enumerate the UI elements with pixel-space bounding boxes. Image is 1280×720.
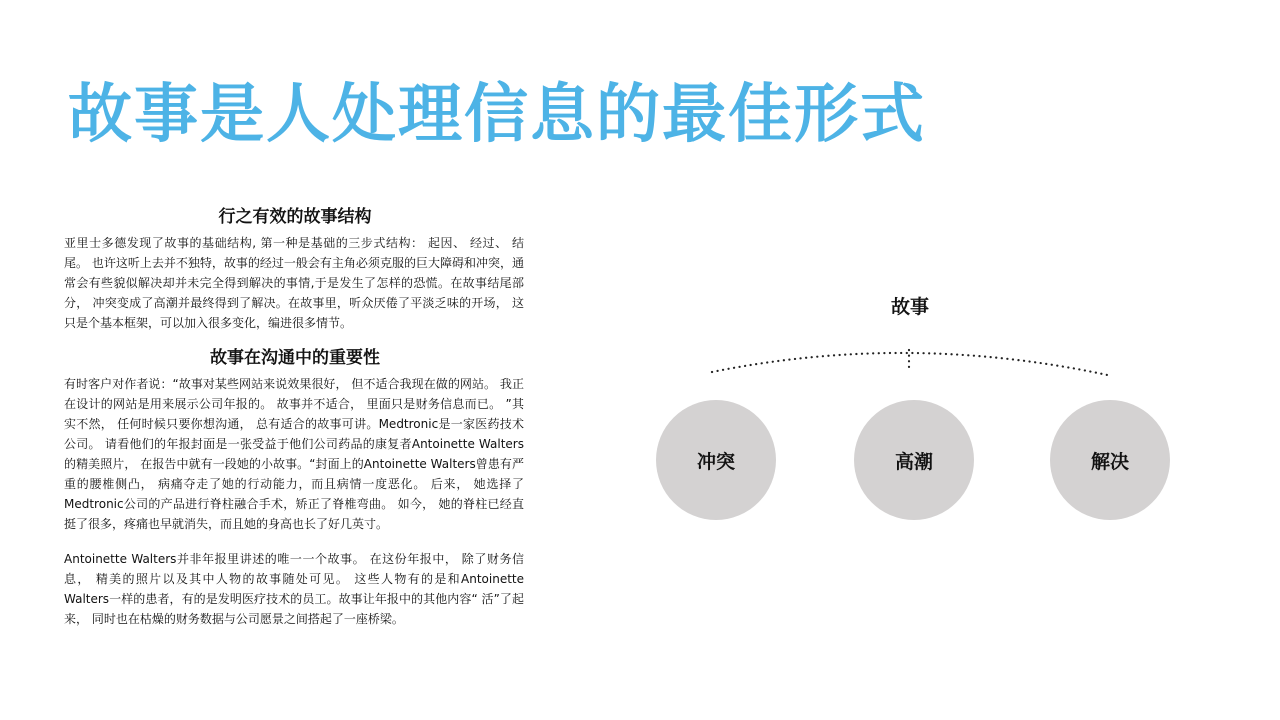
page-title: 故事是人处理信息的最佳形式 bbox=[68, 78, 926, 152]
node-conflict bbox=[656, 400, 776, 520]
diagram-title: 故事 bbox=[890, 296, 929, 318]
paragraph-structure: 亚里士多德发现了故事的基础结构, 第一种是基础的三步式结构： 起因、 经过、 结尾。 也许这听上去并不独特，故事的经过一般会有主角必须克服的巨大障碍和冲突，通常会有些貌似解决却并未完全得到解决的事情,于是发生了怎样的恐慌。在故事结尾部分， 冲突变成了高潮并最终得到了解决。在故事里，听众厌倦了平淡乏味的开场， 这只是个基本框架，可以加入很多变化，编进很多情节。 bbox=[64, 236, 524, 330]
paragraph-annual-report: Antoinette Walters并非年报里讲述的唯一一个故事。 在这份年报中， 除了财务信息， 精美的照片以及其中人物的故事随处可见。 这些人物有的是和Antoinette Walters一样的患者，有的是发明医疗技术的员工。故事让年报中的其他内容“ 活”了起来， 同时也在枯燥的财务数据与公司愿景之间搭起了一座桥梁。 bbox=[64, 552, 524, 626]
node-conflict-label: 冲突 bbox=[696, 450, 735, 473]
node-climax-label: 高潮 bbox=[894, 450, 933, 473]
node-climax bbox=[854, 400, 974, 520]
dotted-arc bbox=[712, 353, 1112, 376]
story-structure-diagram bbox=[640, 280, 1200, 540]
paragraph-importance: 有时客户对作者说：“故事对某些网站来说效果很好， 但不适合我现在做的网站。 我正在设计的网站是用来展示公司年报的。 故事并不适合， 里面只是财务信息而已。 ”其实不然， 任何时候只要你想沟通， 总有适合的故事可讲。Medtronic是一家医药技术公司。 请看他们的年报封面是一张受益于他们公司药品的康复者Antoinette Walters的精美照片， 在报告中就有一段她的小故事。“封面上的Antoinette Walters曾患有严重的腰椎侧凸， 病痛夺走了她的行动能力，而且病情一度恶化。 后来， 她选择了Medtronic公司的产品进行脊柱融合手术，矫正了脊椎弯曲。 如今， 她的脊柱已经直挺了很多，疼痛也早就消失，而且她的身高也长了好几英寸。 bbox=[64, 377, 524, 531]
node-resolution-label: 解决 bbox=[1090, 450, 1129, 473]
section-heading-structure: 行之有效的故事结构 bbox=[218, 207, 372, 227]
section-heading-importance: 故事在沟通中的重要性 bbox=[210, 348, 380, 368]
node-resolution bbox=[1050, 400, 1170, 520]
left-column bbox=[64, 203, 524, 629]
